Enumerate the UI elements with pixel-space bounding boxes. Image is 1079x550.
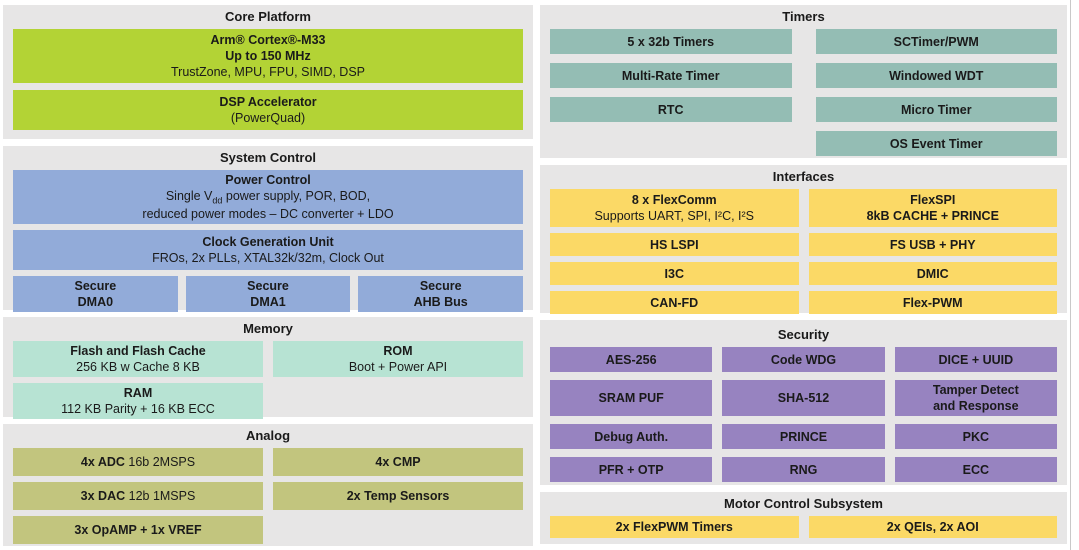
block-hs-lspi: HS LSPI <box>550 233 799 256</box>
dsp-line1: DSP Accelerator <box>219 95 317 109</box>
block-multi-rate-timer: Multi-Rate Timer <box>550 63 792 88</box>
cortex-line1: Arm® Cortex®-M33 <box>210 33 326 47</box>
right-column <box>540 5 1067 546</box>
block-fs-usb-phy: FS USB + PHY <box>809 233 1058 256</box>
block-opamp-vref: 3x OpAMP + 1x VREF <box>13 516 263 544</box>
block-cmp: 4x CMP <box>273 448 523 476</box>
block-can-fd: CAN-FD <box>550 291 799 314</box>
memory-title: Memory <box>243 321 293 336</box>
block-clock-generation-unit <box>13 230 523 270</box>
system-control-title: System Control <box>219 150 317 165</box>
block-5x32b-timers: 5 x 32b Timers <box>550 29 792 54</box>
block-sctimer-pwm: SCTimer/PWM <box>816 29 1058 54</box>
block-sram-puf: SRAM PUF <box>550 380 712 416</box>
core-platform-title: Core Platform <box>225 9 311 24</box>
block-temp-sensors: 2x Temp Sensors <box>273 482 523 510</box>
block-tamper-detect: Tamper Detect and Response <box>895 380 1057 416</box>
block-flexspi: FlexSPI 8kB CACHE + PRINCE <box>809 189 1058 227</box>
section-security <box>540 320 1067 485</box>
cortex-line2: Up to 150 MHz <box>225 49 311 63</box>
block-rom: ROM Boot + Power API <box>273 341 523 377</box>
block-ecc: ECC <box>895 457 1057 482</box>
power-line1: Power Control <box>225 173 311 188</box>
block-i3c: I3C <box>550 262 799 285</box>
section-analog <box>3 424 533 546</box>
block-flash-cache: Flash and Flash Cache 256 KB w Cache 8 KB <box>13 341 263 377</box>
block-aes-256: AES-256 <box>550 347 712 372</box>
block-flexcomm: 8 x FlexComm Supports UART, SPI, I²C, I²S <box>550 189 799 227</box>
block-secure-dma0: Secure DMA0 <box>13 276 178 312</box>
block-sha-512: SHA-512 <box>722 380 884 416</box>
block-secure-ahb-bus: Secure AHB Bus <box>358 276 523 312</box>
block-pkc: PKC <box>895 424 1057 449</box>
block-adc: 4x ADC 16b 2MSPS <box>13 448 263 476</box>
timers-title: Timers <box>782 9 825 24</box>
clock-line2: FROs, 2x PLLs, XTAL32k/32m, Clock Out <box>152 251 384 265</box>
section-system-control <box>3 146 533 310</box>
clock-line1: Clock Generation Unit <box>202 235 334 249</box>
interfaces-title: Interfaces <box>772 169 835 184</box>
section-core-platform <box>3 5 533 139</box>
dsp-line2: (PowerQuad) <box>230 111 306 125</box>
motor-control-title: Motor Control Subsystem <box>724 496 883 511</box>
analog-title: Analog <box>245 428 291 443</box>
cortex-line3: TrustZone, MPU, FPU, SIMD, DSP <box>170 65 365 79</box>
block-prince: PRINCE <box>722 424 884 449</box>
block-flexpwm-timers: 2x FlexPWM Timers <box>550 516 799 538</box>
power-line2: Single $V_{dd}$ power supply, POR, BOD, <box>165 189 371 206</box>
security-title: Security <box>777 327 830 342</box>
block-rtc: RTC <box>550 97 792 122</box>
block-dice-uuid: DICE + UUID <box>895 347 1057 372</box>
vdd-subscript: dd <box>212 195 223 206</box>
block-dsp-accelerator <box>13 90 523 130</box>
left-column <box>3 5 533 546</box>
block-secure-dma1: Secure DMA1 <box>186 276 351 312</box>
power-line3: reduced power modes – DC converter + LDO <box>142 206 394 221</box>
page-right-border <box>1070 0 1071 550</box>
block-debug-auth: Debug Auth. <box>550 424 712 449</box>
block-dmic: DMIC <box>809 262 1058 285</box>
block-rng: RNG <box>722 457 884 482</box>
block-qei-aoi: 2x QEIs, 2x AOI <box>809 516 1058 538</box>
section-motor-control <box>540 492 1067 544</box>
block-pfr-otp: PFR + OTP <box>550 457 712 482</box>
block-windowed-wdt: Windowed WDT <box>816 63 1058 88</box>
block-flex-pwm: Flex-PWM <box>809 291 1058 314</box>
block-dac: 3x DAC 12b 1MSPS <box>13 482 263 510</box>
block-power-control <box>13 170 523 224</box>
block-cortex-m33 <box>13 29 523 83</box>
block-os-event-timer: OS Event Timer <box>816 131 1058 156</box>
section-interfaces <box>540 165 1067 313</box>
section-timers <box>540 5 1067 158</box>
block-code-wdg: Code WDG <box>722 347 884 372</box>
section-memory <box>3 317 533 417</box>
block-micro-timer: Micro Timer <box>816 97 1058 122</box>
block-ram: RAM 112 KB Parity + 16 KB ECC <box>13 383 263 419</box>
